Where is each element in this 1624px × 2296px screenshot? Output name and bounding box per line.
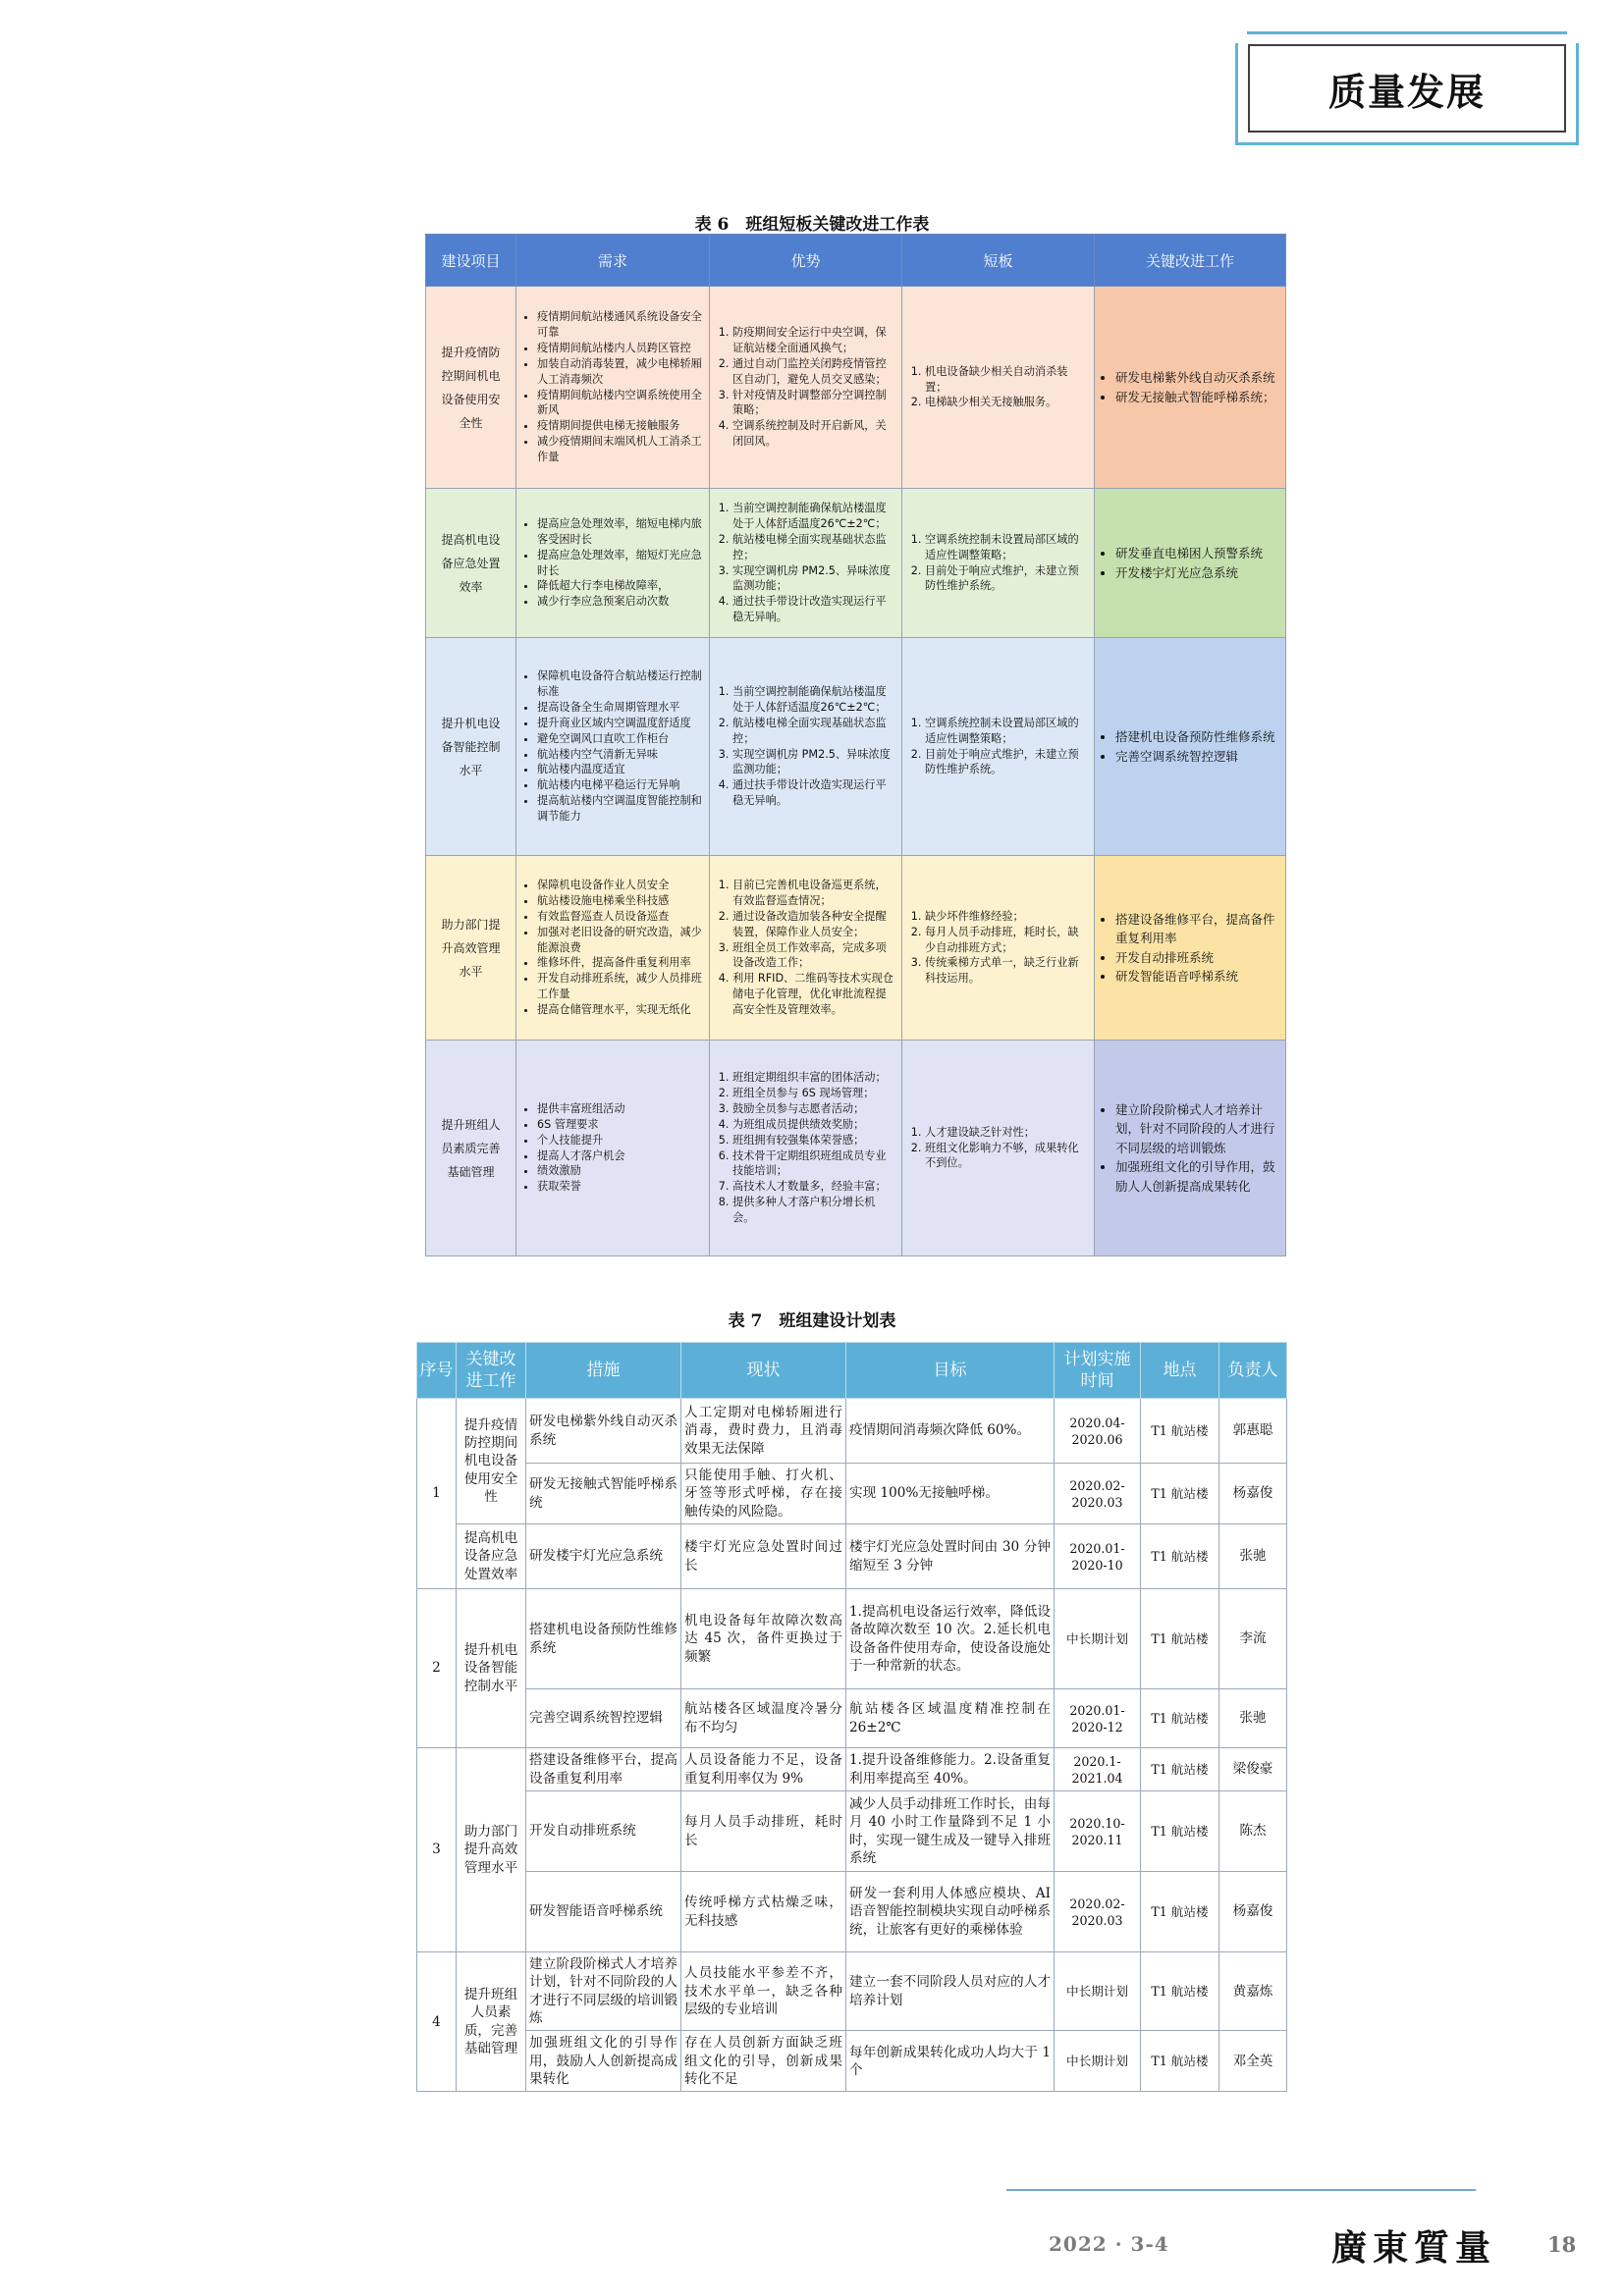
table7-time-cell: 中长期计划: [1055, 1952, 1141, 2031]
advantages-item: 6. 技术骨干定期组织班组成员专业技能培训；: [732, 1148, 896, 1180]
table6-header-cell: 优势: [710, 235, 902, 287]
table7-place-cell: T1 航站楼: [1141, 1952, 1219, 2031]
advantages-list: [715, 1070, 896, 1226]
needs-item: • 提高仓储管理水平，实现无纸化: [537, 1002, 704, 1018]
table7-target-cell: 楼宇灯光应急处置时间由 30 分钟缩短至 3 分钟: [846, 1524, 1055, 1589]
table7-row: [417, 1399, 1287, 1464]
table7-time-cell: 2020.02-2020.03: [1055, 1872, 1141, 1952]
advantages-item: 4. 通过扶手带设计改造实现运行平稳无异响。: [732, 594, 896, 625]
needs-item: • 获取荣誉: [537, 1179, 704, 1195]
key-work-item: • 研发智能语音呼梯系统: [1115, 967, 1280, 986]
table7-no-cell: 2: [417, 1589, 457, 1748]
table6-weaknesses-cell: [902, 489, 1095, 638]
key-work-item: • 加强班组文化的引导作用，鼓励人人创新提高成果转化: [1115, 1157, 1280, 1196]
table7-owner-cell: 邓全英: [1219, 2031, 1287, 2092]
key-work-item: • 开发自动排班系统: [1115, 948, 1280, 967]
table6-project-cell: 提高机电设备应急处置效率: [426, 489, 516, 638]
table7-measure-cell: 加强班组文化的引导作用，鼓励人人创新提高成果转化: [526, 2031, 681, 2092]
advantages-item: 4. 利用 RFID、二维码等技术实现仓储电子化管理，优化审批流程提高安全性及管理效率。: [732, 971, 896, 1018]
table7-place-cell: T1 航站楼: [1141, 1872, 1219, 1952]
key-work-item: • 完善空调系统智控逻辑: [1115, 747, 1280, 766]
table6-header-cell: 短板: [902, 235, 1095, 287]
weaknesses-list: [907, 909, 1089, 988]
table6-header-cell: 建设项目: [426, 235, 516, 287]
table6-weaknesses-cell: [902, 287, 1095, 489]
table7-measure-cell: 完善空调系统智控逻辑: [526, 1689, 681, 1748]
table6-key-cell: [1095, 1041, 1286, 1256]
table7-place-cell: T1 航站楼: [1141, 2031, 1219, 2092]
advantages-item: 3. 班组全员工作效率高，完成多项设备改造工作；: [732, 940, 896, 972]
needs-item: • 疫情期间航站楼内空调系统使用全新风: [537, 388, 704, 419]
needs-list: [521, 516, 704, 610]
weaknesses-item: 1. 机电设备缺少相关自动消杀装置；: [925, 364, 1089, 396]
needs-item: • 避免空调风口直吹工作柜台: [537, 731, 704, 747]
table7-status-cell: 传统呼梯方式枯燥乏味，无科技感: [681, 1872, 846, 1952]
needs-item: • 航站楼设施电梯乘坐科技感: [537, 893, 704, 909]
table7-header-cell: 措施: [526, 1343, 681, 1399]
table7-owner-cell: 梁俊豪: [1219, 1748, 1287, 1791]
weaknesses-list: [907, 1125, 1089, 1172]
needs-item: • 航站楼内温度适宜: [537, 762, 704, 777]
table7-measure-cell: 建立阶段阶梯式人才培养计划，针对不同阶段的人才进行不同层级的培训锻炼: [526, 1952, 681, 2031]
table7-place-cell: T1 航站楼: [1141, 1791, 1219, 1872]
needs-item: • 提高设备全生命周期管理水平: [537, 700, 704, 716]
needs-item: • 提高应急处理效率，缩短灯光应急时长: [537, 548, 704, 579]
needs-list: [521, 668, 704, 825]
table7-measure-cell: 搭建机电设备预防性维修系统: [526, 1589, 681, 1689]
weaknesses-item: 2. 电梯缺少相关无接触服务。: [925, 395, 1089, 410]
weaknesses-item: 3. 传统乘梯方式单一，缺乏行业新科技运用。: [925, 955, 1089, 987]
needs-item: • 开发自动排班系统，减少人员排班工作量: [537, 971, 704, 1002]
table7-no-cell: 1: [417, 1399, 457, 1589]
table7: [416, 1342, 1287, 2092]
table7-no-cell: 3: [417, 1748, 457, 1952]
table7-target-cell: 航站楼各区域温度精准控制在26±2℃: [846, 1689, 1055, 1748]
table6-weaknesses-cell: [902, 856, 1095, 1041]
weaknesses-list: [907, 364, 1089, 411]
table6-key-cell: [1095, 856, 1286, 1041]
table6-advantages-cell: [710, 1041, 902, 1256]
advantages-item: 1. 目前已完善机电设备巡更系统，有效监督巡查情况；: [732, 878, 896, 909]
table6-row: [426, 856, 1286, 1041]
key-work-item: • 搭建设备维修平台，提高备件重复利用率: [1115, 910, 1280, 948]
advantages-item: 4. 为班组成员提供绩效奖励；: [732, 1117, 896, 1133]
advantages-item: 8. 提供多种人才落户积分增长机会。: [732, 1195, 896, 1226]
table6-advantages-cell: [710, 638, 902, 856]
table6-project-cell: 提升疫情防控期间机电设备使用安全性: [426, 287, 516, 489]
table7-caption: 表 7 班组建设计划表: [728, 1311, 896, 1331]
needs-item: • 绩效激励: [537, 1163, 704, 1179]
key-work-list: [1100, 544, 1280, 582]
footer-brand-logo: 廣東質量: [1331, 2227, 1497, 2269]
table7-row: [417, 1791, 1287, 1872]
needs-item: • 疫情期间航站楼内人员跨区管控: [537, 341, 704, 356]
table7-owner-cell: 黄嘉炼: [1219, 1952, 1287, 2031]
key-work-list: [1100, 910, 1280, 987]
table7-header-cell: 计划实施时间: [1055, 1343, 1141, 1399]
needs-item: • 减少疫情期间末端风机人工消杀工作量: [537, 434, 704, 465]
table7-header-cell: 地点: [1141, 1343, 1219, 1399]
advantages-item: 3. 针对疫情及时调整部分空调控制策略；: [732, 388, 896, 419]
table6-advantages-cell: [710, 287, 902, 489]
table7-row: [417, 2031, 1287, 2092]
table7-header-cell: 序号: [417, 1343, 457, 1399]
table6-needs-cell: [516, 638, 710, 856]
table6-needs-cell: [516, 1041, 710, 1256]
needs-item: • 疫情期间航站楼通风系统设备安全可靠: [537, 309, 704, 341]
table7-row: [417, 1748, 1287, 1791]
advantages-item: 4. 通过扶手带设计改造实现运行平稳无异响。: [732, 777, 896, 809]
weaknesses-item: 1. 人才建设缺乏针对性；: [925, 1125, 1089, 1141]
table6-row: [426, 287, 1286, 489]
weaknesses-item: 2. 班组文化影响力不够，成果转化不到位。: [925, 1141, 1089, 1172]
table7-target-cell: 研发一套利用人体感应模块、AI 语音智能控制模块实现自动呼梯系统，让旅客有更好的乘梯体验: [846, 1872, 1055, 1952]
advantages-item: 2. 通过设备改造加装各种安全提醒装置，保障作业人员安全；: [732, 909, 896, 940]
table7-place-cell: T1 航站楼: [1141, 1748, 1219, 1791]
advantages-list: [715, 878, 896, 1018]
table7-status-cell: 机电设备每年故障次数高达 45 次，备件更换过于频繁: [681, 1589, 846, 1689]
advantages-item: 7. 高技术人才数量多，经验丰富；: [732, 1179, 896, 1195]
table7-status-cell: 航站楼各区域温度冷暑分布不均匀: [681, 1689, 846, 1748]
needs-item: • 个人技能提升: [537, 1133, 704, 1148]
needs-item: • 维修坏件，提高备件重复利用率: [537, 955, 704, 971]
table7-status-cell: 人员技能水平参差不齐，技术水平单一，缺乏各种层级的专业培训: [681, 1952, 846, 2031]
needs-item: • 航站楼内空气清新无异味: [537, 747, 704, 763]
table6-project-cell: 提升班组人员素质完善基础管理: [426, 1041, 516, 1256]
table7-owner-cell: 张驰: [1219, 1689, 1287, 1748]
needs-item: • 减少行李应急预案启动次数: [537, 594, 704, 610]
table6-weaknesses-cell: [902, 638, 1095, 856]
key-work-item: • 研发电梯紫外线自动灭杀系统: [1115, 368, 1280, 387]
table7-status-cell: 人工定期对电梯轿厢进行消毒，费时费力，且消毒效果无法保障: [681, 1399, 846, 1464]
footer-rule: [1006, 2189, 1476, 2191]
table6-needs-cell: [516, 287, 710, 489]
needs-item: • 降低超大行李电梯故障率，: [537, 578, 704, 594]
advantages-item: 5. 班组拥有较强集体荣誉感；: [732, 1133, 896, 1148]
table7-time-cell: 2020.1-2021.04: [1055, 1748, 1141, 1791]
table6-key-cell: [1095, 638, 1286, 856]
table7-target-cell: 建立一套不同阶段人员对应的人才培养计划: [846, 1952, 1055, 2031]
weaknesses-item: 2. 目前处于响应式维护，未建立预防性维护系统。: [925, 747, 1089, 778]
advantages-item: 1. 当前空调控制能确保航站楼温度处于人体舒适温度26℃±2℃；: [732, 684, 896, 716]
advantages-list: [715, 501, 896, 625]
key-work-item: • 研发垂直电梯困人预警系统: [1115, 544, 1280, 562]
table7-status-cell: 只能使用手触、打火机、牙签等形式呼梯，存在接触传染的风险隐。: [681, 1464, 846, 1524]
needs-item: • 6S 管理要求: [537, 1117, 704, 1133]
advantages-item: 3. 鼓励全员参与志愿者活动；: [732, 1101, 896, 1117]
advantages-list: [715, 325, 896, 450]
table7-owner-cell: 张驰: [1219, 1524, 1287, 1589]
advantages-list: [715, 684, 896, 809]
advantages-item: 4. 空调系统控制及时开启新风，关闭回风。: [732, 418, 896, 450]
advantages-item: 2. 班组全员参与 6S 现场管理；: [732, 1086, 896, 1101]
table7-owner-cell: 陈杰: [1219, 1791, 1287, 1872]
table7-time-cell: 2020.04-2020.06: [1055, 1399, 1141, 1464]
key-work-item: • 研发无接触式智能呼梯系统；: [1115, 388, 1280, 406]
section-badge-title: 质量发展: [1248, 44, 1566, 133]
table7-time-cell: 2020.01-2020-12: [1055, 1689, 1141, 1748]
table7-header-cell: 现状: [681, 1343, 846, 1399]
table6-needs-cell: [516, 489, 710, 638]
table7-row: [417, 1952, 1287, 2031]
table7-time-cell: 中长期计划: [1055, 1589, 1141, 1689]
table7-row: [417, 1464, 1287, 1524]
weaknesses-item: 2. 目前处于响应式维护，未建立预防性维护系统。: [925, 563, 1089, 595]
table6-advantages-cell: [710, 489, 902, 638]
table7-measure-cell: 开发自动排班系统: [526, 1791, 681, 1872]
advantages-item: 1. 班组定期组织丰富的团体活动；: [732, 1070, 896, 1086]
table7-place-cell: T1 航站楼: [1141, 1464, 1219, 1524]
key-work-item: • 搭建机电设备预防性维修系统: [1115, 727, 1280, 746]
table7-target-cell: 实现 100%无接触呼梯。: [846, 1464, 1055, 1524]
table7-area-cell: 提升疫情防控期间机电设备使用安全性: [457, 1399, 526, 1524]
table7-row: [417, 1524, 1287, 1589]
table6-row: [426, 489, 1286, 638]
table7-measure-cell: 研发楼宇灯光应急系统: [526, 1524, 681, 1589]
needs-item: • 提供丰富班组活动: [537, 1101, 704, 1117]
needs-item: • 航站楼内电梯平稳运行无异响: [537, 777, 704, 793]
table7-owner-cell: 杨嘉俊: [1219, 1464, 1287, 1524]
key-work-list: [1100, 1100, 1280, 1196]
table7-time-cell: 2020.01-2020-10: [1055, 1524, 1141, 1589]
weaknesses-item: 1. 缺少坏件维修经验；: [925, 909, 1089, 925]
needs-item: • 提高应急处理效率，缩短电梯内旅客受困时长: [537, 516, 704, 548]
table7-row: [417, 1689, 1287, 1748]
table7-area-cell: 提升机电设备智能控制水平: [457, 1589, 526, 1748]
table7-time-cell: 2020.02-2020.03: [1055, 1464, 1141, 1524]
table7-time-cell: 2020.10-2020.11: [1055, 1791, 1141, 1872]
table7-area-cell: 提升班组人员素质，完善基础管理: [457, 1952, 526, 2092]
table7-target-cell: 疫情期间消毒频次降低 60%。: [846, 1399, 1055, 1464]
needs-item: • 疫情期间提供电梯无接触服务: [537, 418, 704, 434]
weaknesses-list: [907, 716, 1089, 778]
table7-header-row: [417, 1343, 1287, 1399]
table6-needs-cell: [516, 856, 710, 1041]
needs-item: • 有效监督巡查人员设备巡查: [537, 909, 704, 925]
table6-row: [426, 1041, 1286, 1256]
table6-header-cell: 关键改进工作: [1095, 235, 1286, 287]
section-badge: [1235, 31, 1579, 145]
table6-header-row: [426, 235, 1286, 287]
advantages-item: 3. 实现空调机房 PM2.5、异味浓度监测功能；: [732, 747, 896, 778]
table7-place-cell: T1 航站楼: [1141, 1689, 1219, 1748]
table6-project-cell: 助力部门提升高效管理水平: [426, 856, 516, 1041]
table6-advantages-cell: [710, 856, 902, 1041]
table7-measure-cell: 搭建设备维修平台，提高设备重复利用率: [526, 1748, 681, 1791]
table6-key-cell: [1095, 489, 1286, 638]
footer-issue: 2022 · 3-4: [1049, 2232, 1169, 2256]
table7-time-cell: 中长期计划: [1055, 2031, 1141, 2092]
advantages-item: 2. 通过自动门监控关闭跨疫情管控区自动门，避免人员交叉感染；: [732, 356, 896, 388]
needs-item: • 保障机电设备符合航站楼运行控制标准: [537, 668, 704, 700]
table7-target-cell: 每年创新成果转化成功人均大于 1 个: [846, 2031, 1055, 2092]
table7-measure-cell: 研发电梯紫外线自动灭杀系统: [526, 1399, 681, 1464]
table7-header-cell: 目标: [846, 1343, 1055, 1399]
needs-list: [521, 878, 704, 1018]
needs-item: • 保障机电设备作业人员安全: [537, 878, 704, 893]
table6-project-cell: 提升机电设备智能控制水平: [426, 638, 516, 856]
table7-target-cell: 1.提升设备维修能力。2.设备重复利用率提高至 40%。: [846, 1748, 1055, 1791]
weaknesses-item: 1. 空调系统控制未设置局部区域的适应性调整策略；: [925, 716, 1089, 747]
needs-list: [521, 309, 704, 465]
table7-place-cell: T1 航站楼: [1141, 1524, 1219, 1589]
advantages-item: 1. 防疫期间安全运行中央空调，保证航站楼全面通风换气；: [732, 325, 896, 356]
page-number: 18: [1547, 2232, 1577, 2257]
table7-measure-cell: 研发智能语音呼梯系统: [526, 1872, 681, 1952]
advantages-item: 2. 航站楼电梯全面实现基础状态监控；: [732, 716, 896, 747]
table6-caption: 表 6 班组短板关键改进工作表: [694, 215, 930, 235]
table7-row: [417, 1872, 1287, 1952]
table7-no-cell: 4: [417, 1952, 457, 2092]
weaknesses-list: [907, 532, 1089, 595]
table7-area-cell: 提高机电设备应急处置效率: [457, 1524, 526, 1589]
table6-key-cell: [1095, 287, 1286, 489]
table7-owner-cell: 杨嘉俊: [1219, 1872, 1287, 1952]
needs-item: • 加装自动消毒装置，减少电梯轿厢人工消毒频次: [537, 356, 704, 388]
needs-item: • 提高人才落户机会: [537, 1148, 704, 1164]
table7-place-cell: T1 航站楼: [1141, 1589, 1219, 1689]
weaknesses-item: 1. 空调系统控制未设置局部区域的适应性调整策略；: [925, 532, 1089, 563]
table7-place-cell: T1 航站楼: [1141, 1399, 1219, 1464]
table6-row: [426, 638, 1286, 856]
table6: [425, 234, 1286, 1256]
table7-row: [417, 1589, 1287, 1689]
needs-item: • 提高航站楼内空调温度智能控制和调节能力: [537, 793, 704, 825]
table7-status-cell: 人员设备能力不足，设备重复利用率仅为 9%: [681, 1748, 846, 1791]
table7-target-cell: 1.提高机电设备运行效率，降低设备故障次数至 10 次。2.延长机电设备备件使用寿命，使设备设施处于一种常新的状态。: [846, 1589, 1055, 1689]
table7-status-cell: 存在人员创新方面缺乏班组文化的引导，创新成果转化不足: [681, 2031, 846, 2092]
table6-weaknesses-cell: [902, 1041, 1095, 1256]
table7-status-cell: 楼宇灯光应急处置时间过长: [681, 1524, 846, 1589]
advantages-item: 1. 当前空调控制能确保航站楼温度处于人体舒适温度26℃±2℃；: [732, 501, 896, 532]
table7-measure-cell: 研发无接触式智能呼梯系统: [526, 1464, 681, 1524]
advantages-item: 2. 航站楼电梯全面实现基础状态监控；: [732, 532, 896, 563]
weaknesses-item: 2. 每月人员手动排班，耗时长，缺少自动排班方式；: [925, 925, 1089, 956]
key-work-list: [1100, 727, 1280, 766]
table7-target-cell: 减少人员手动排班工作时长，由每月 40 小时工作量降到不足 1 小时，实现一键生成及一键导入排班系统: [846, 1791, 1055, 1872]
advantages-item: 3. 实现空调机房 PM2.5、异味浓度监测功能；: [732, 563, 896, 595]
table7-status-cell: 每月人员手动排班，耗时长: [681, 1791, 846, 1872]
key-work-item: • 开发楼宇灯光应急系统: [1115, 563, 1280, 582]
table7-header-cell: 关键改进工作: [457, 1343, 526, 1399]
table7-owner-cell: 郭惠聪: [1219, 1399, 1287, 1464]
key-work-list: [1100, 368, 1280, 406]
needs-item: • 提升商业区域内空调温度舒适度: [537, 716, 704, 731]
table7-area-cell: 助力部门提升高效管理水平: [457, 1748, 526, 1952]
needs-list: [521, 1101, 704, 1195]
key-work-item: • 建立阶段阶梯式人才培养计划，针对不同阶段的人才进行不同层级的培训锻炼: [1115, 1100, 1280, 1157]
table6-header-cell: 需求: [516, 235, 710, 287]
table7-owner-cell: 李流: [1219, 1589, 1287, 1689]
table7-header-cell: 负责人: [1219, 1343, 1287, 1399]
needs-item: • 加强对老旧设备的研究改造，减少能源浪费: [537, 925, 704, 956]
